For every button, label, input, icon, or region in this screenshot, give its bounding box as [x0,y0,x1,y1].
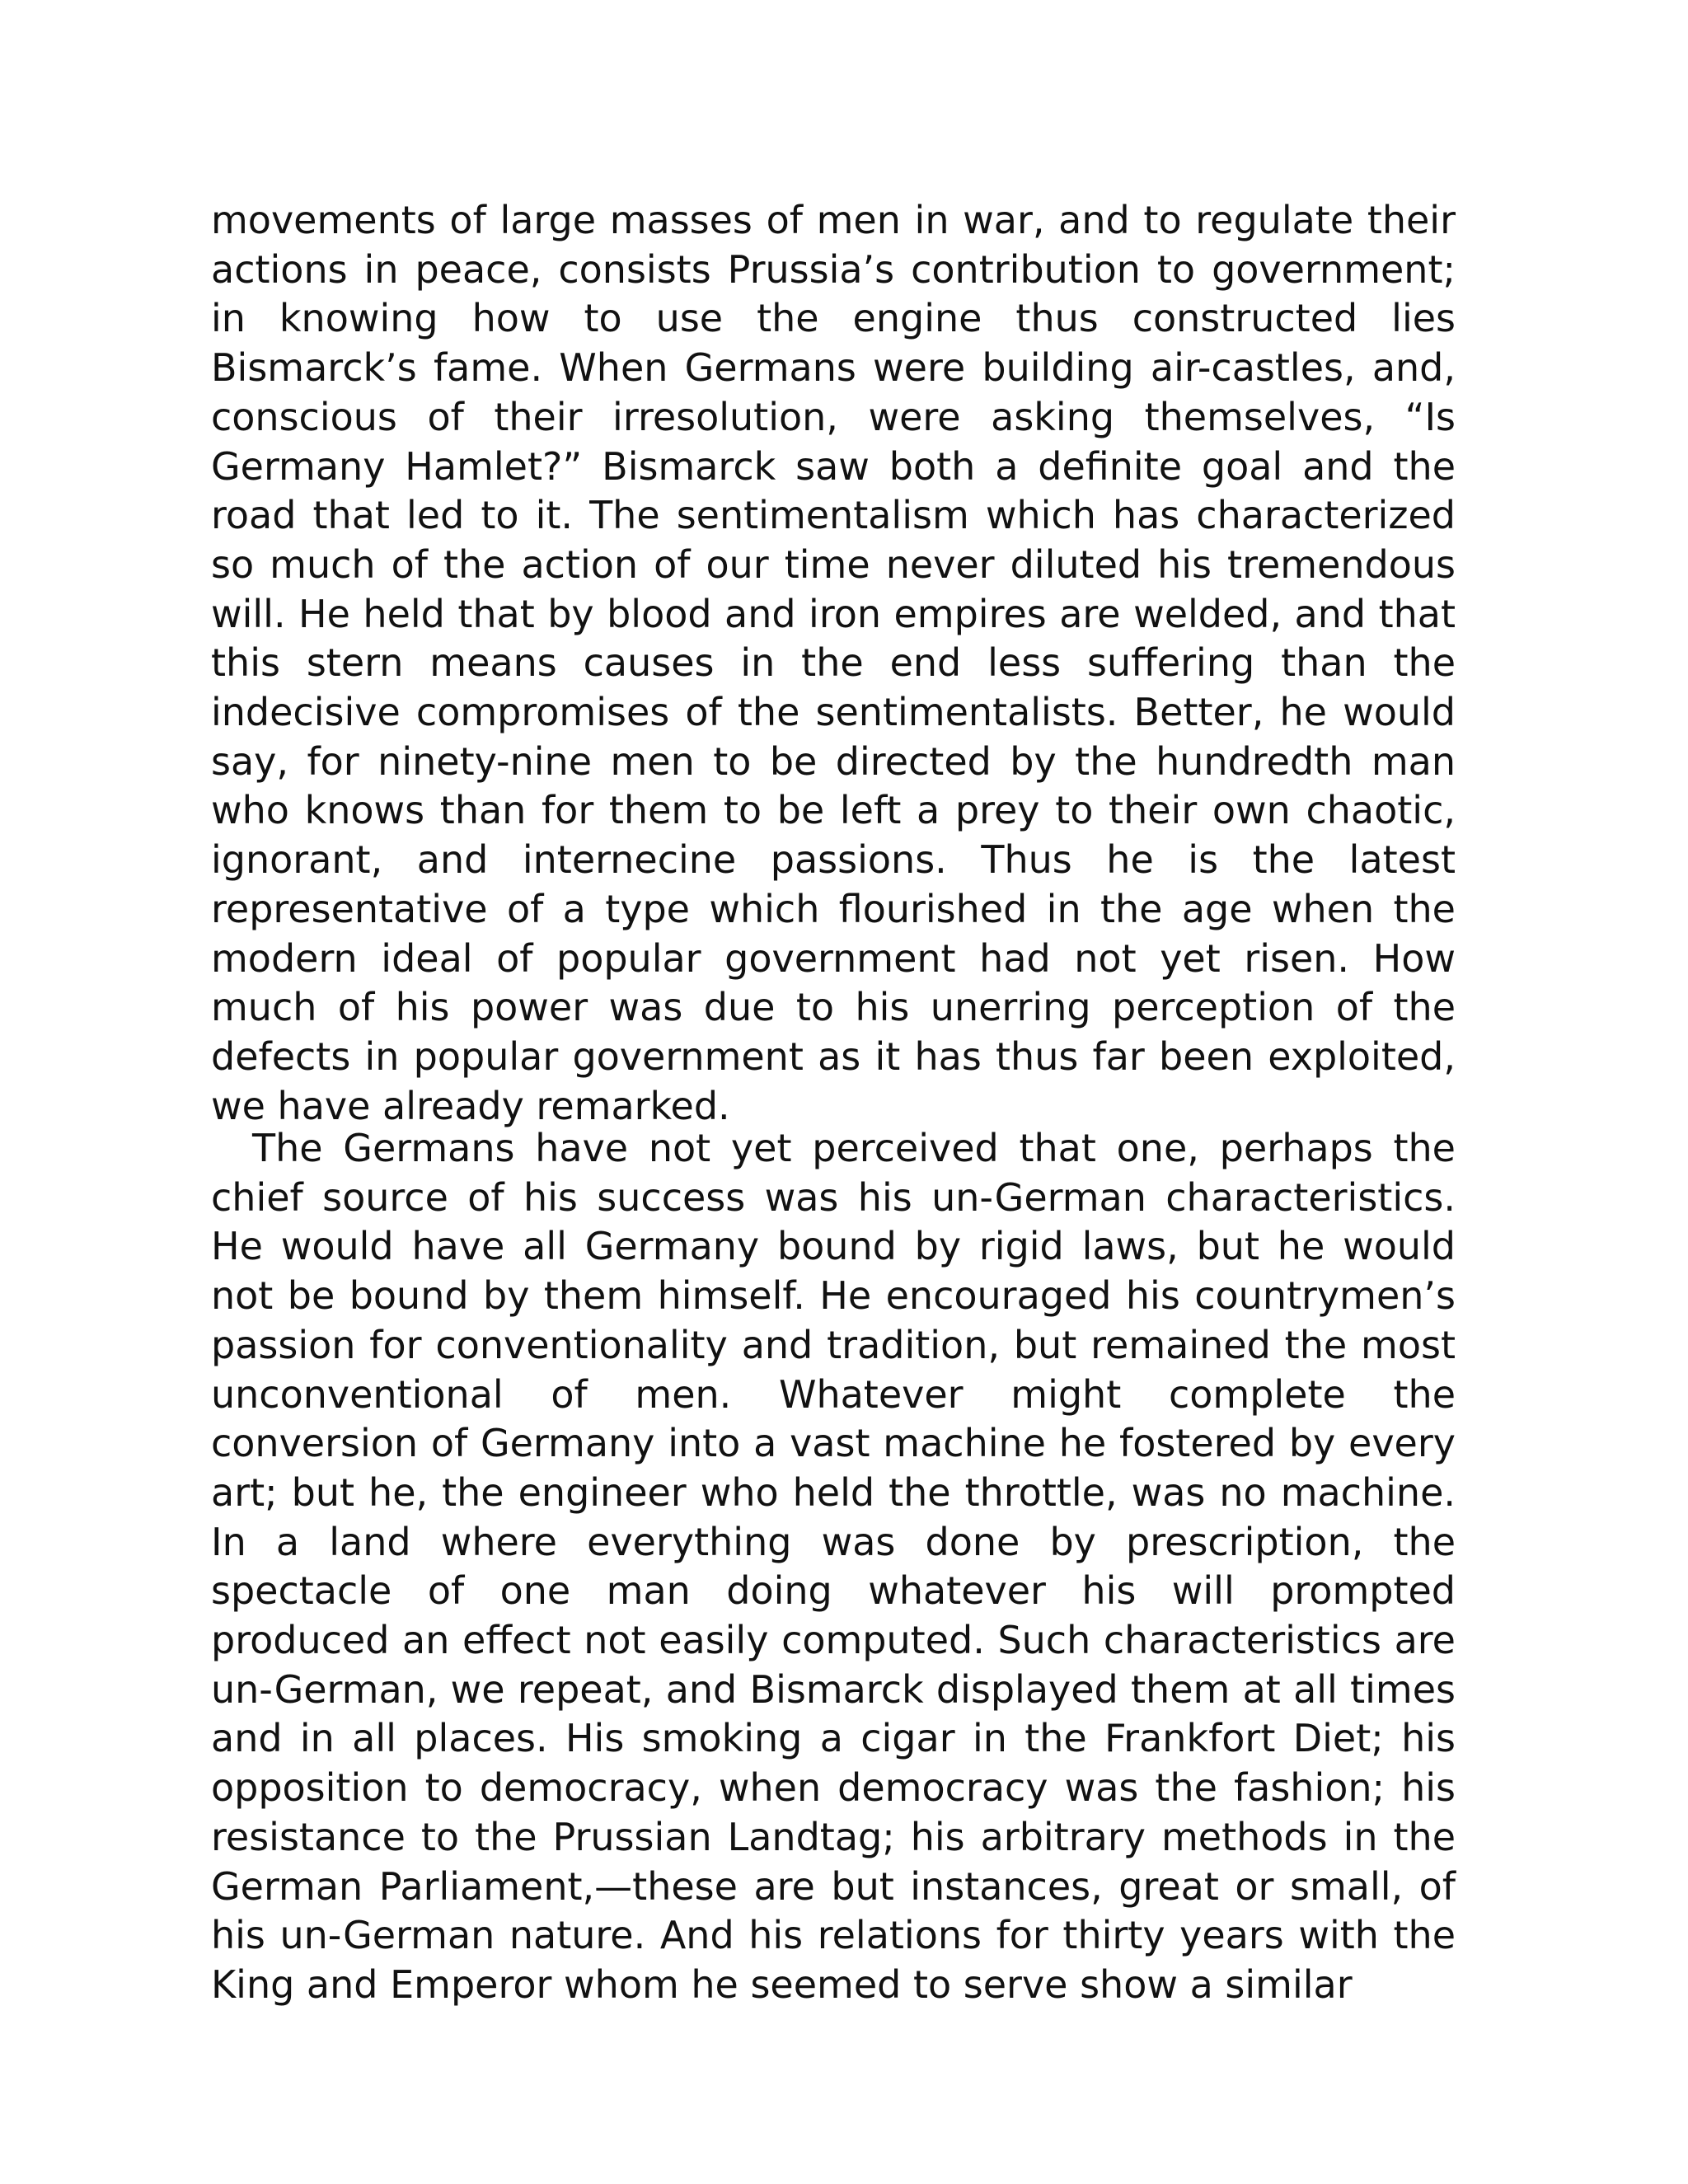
paragraph-2-text: The Germans have not yet perceived that one, perhaps the chief source of his success was his un-German characteristics. He would have all Germany bound by rigid laws, but he would not be bound by them himself. He encouraged his countrymen’s passion for conventionality and tradition, but remained the most unconventional of men. Whatever might complete the conversion of Germany into a vast machine he fostered by every art; but he, the engineer who held the throttle, was no machine. In a land where everything was done by prescription, the spectacle of one man doing whatever his will prompted produced an effect not easily computed. Such characteristics are un-German, we repeat, and Bismarck displayed them at all times and in all places. His smoking a cigar in the Frankfort Diet; his opposition to democracy, when democracy was the fashion; his resistance to the Prussian Landtag; his arbitrary methods in the German Parliament,—these are but instances, great or small, of his un-German nature. And his relations for thirty years with the King and Emperor whom he seemed to serve show a similar [211,1126,1456,2007]
paragraph-1 [211,196,1456,1131]
paragraph-2 [211,1124,1456,2010]
paragraph-1-text: movements of large masses of men in war, and to regulate their actions in peace, consists Prussia’s contribution to government; in knowing how to use the engine thus constructed lies Bismarck’s fame. When Germans were building air-castles, and, conscious of their irresolution, were asking themselves, “Is Germany Hamlet?” Bismarck saw both a definite goal and the road that led to it. The sentimentalism which has characterized so much of the action of our time never diluted his tremendous will. He held that by blood and iron empires are welded, and that this stern means causes in the end less suffering than the indecisive compromises of the sentimentalists. Better, he would say, for ninety-nine men to be directed by the hundredth man who knows than for them to be left a prey to their own chaotic, ignorant, and internecine passions. Thus he is the latest representative of a type which flourished in the age when the modern ideal of popular government had not yet risen. How much of his power was due to his unerring perception of the defects in popular government as it has thus far been exploited, we have already remarked. [211,198,1456,1128]
